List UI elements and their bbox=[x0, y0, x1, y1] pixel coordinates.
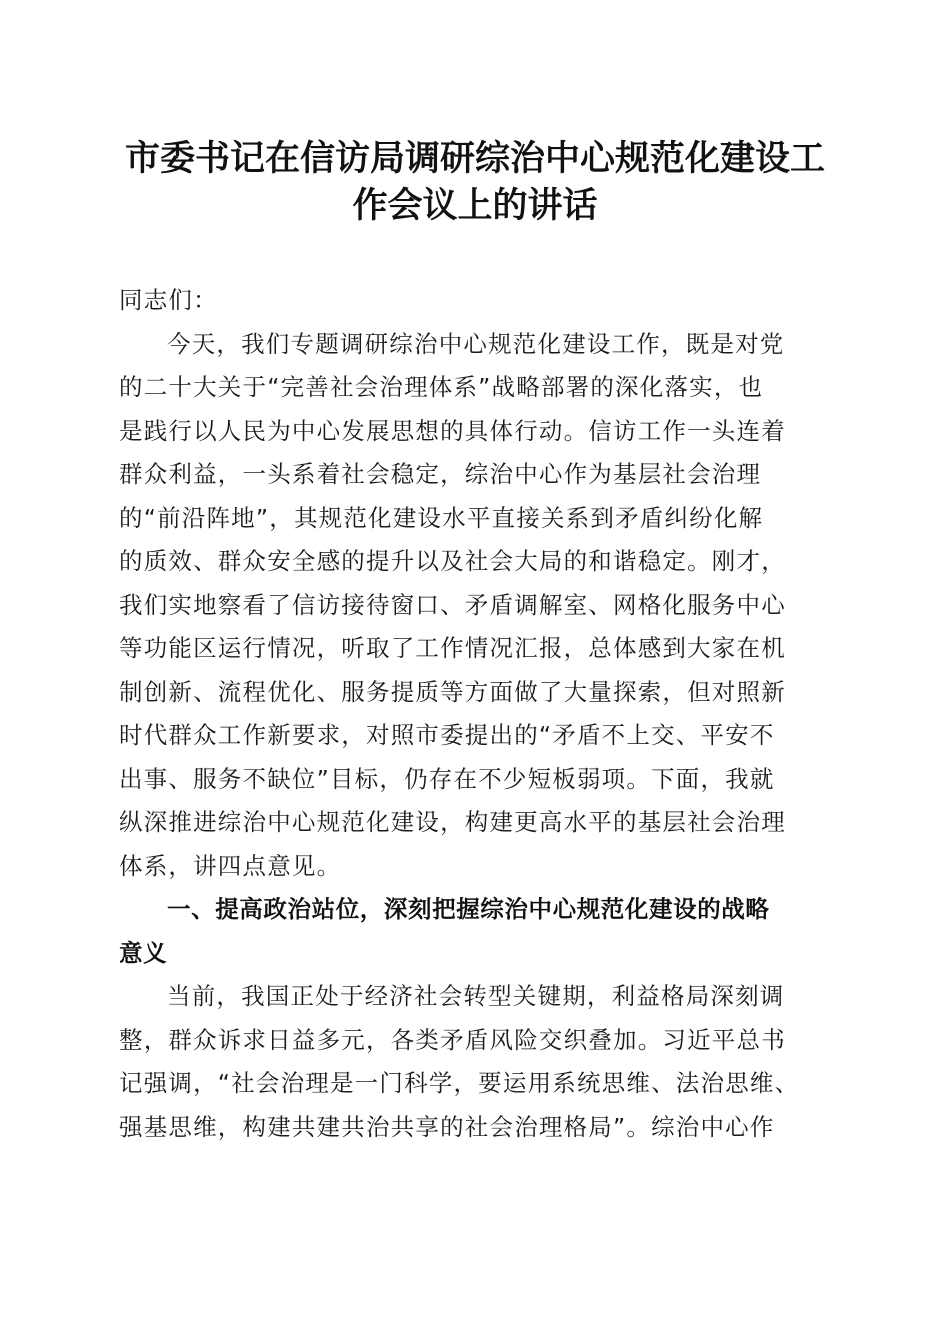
paragraph-2 bbox=[119, 975, 831, 1149]
heading-line: 一、提高政治站位，深刻把握综治中心规范化建设的战略 bbox=[167, 895, 770, 923]
paragraph-line: 制创新、流程优化、服务提质等方面做了大量探索，但对照新 bbox=[119, 677, 786, 706]
paragraph-line: 群众利益，一头系着社会稳定，综治中心作为基层社会治理 bbox=[119, 460, 762, 488]
paragraph-line: 今天，我们专题调研综治中心规范化建设工作，既是对党 bbox=[167, 329, 785, 358]
paragraph-line: 整，群众诉求日益多元，各类矛盾风险交织叠加。习近平总书 bbox=[119, 1025, 786, 1054]
paragraph-line: 纵深推进综治中心规范化建设，构建更高水平的基层社会治理 bbox=[119, 808, 786, 836]
section-heading-1 bbox=[119, 888, 831, 975]
paragraph-line: 当前，我国正处于经济社会转型关键期，利益格局深刻调 bbox=[167, 982, 785, 1010]
title-line: 作会议上的讲话 bbox=[352, 185, 598, 226]
paragraph-line: 强基思维，构建共建共治共享的社会治理格局”。综治中心作 bbox=[119, 1112, 775, 1141]
document-title bbox=[110, 135, 840, 229]
paragraph-line: 时代群众工作新要求，对照市委提出的“矛盾不上交、平安不 bbox=[119, 721, 775, 749]
document-body bbox=[119, 279, 831, 1149]
paragraph-line: 记强调，“社会治理是一门科学，要运用系统思维、法治思维、 bbox=[119, 1069, 800, 1097]
heading-line: 意义 bbox=[119, 938, 168, 967]
salutation: 同志们： bbox=[119, 286, 218, 314]
paragraph-line: 的质效、群众安全感的提升以及社会大局的和谐稳定。刚才， bbox=[119, 547, 786, 575]
paragraph-line: 等功能区运行情况，听取了工作情况汇报，总体感到大家在机 bbox=[119, 634, 786, 662]
paragraph-line: 体系，讲四点意见。 bbox=[119, 851, 342, 880]
paragraph-line: 的“前沿阵地”，其规范化建设水平直接关系到矛盾纠纷化解 bbox=[119, 503, 764, 532]
paragraph-line: 出事、服务不缺位”目标，仍存在不少短板弱项。下面，我就 bbox=[119, 764, 775, 793]
paragraph-line: 的二十大关于“完善社会治理体系”战略部署的深化落实，也 bbox=[119, 373, 764, 401]
paragraph-line: 是践行以人民为中心发展思想的具体行动。信访工作一头连着 bbox=[119, 416, 786, 445]
title-line: 市委书记在信访局调研综治中心规范化建设工 bbox=[124, 138, 825, 179]
paragraph-line: 我们实地察看了信访接待窗口、矛盾调解室、网格化服务中心 bbox=[119, 590, 786, 619]
paragraph-1 bbox=[119, 323, 831, 889]
